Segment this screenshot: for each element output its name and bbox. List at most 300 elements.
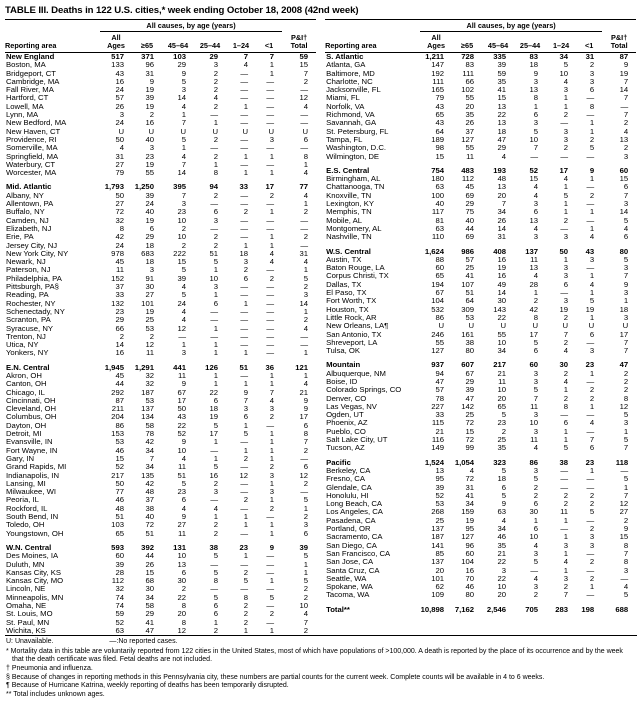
value-cell: — <box>240 119 248 128</box>
value-cell: 91 <box>145 274 154 283</box>
reporting-area-cell: Lowell, MA <box>6 102 44 111</box>
value-cell: — <box>240 504 248 513</box>
value-cell: 47 <box>145 626 154 635</box>
value-cell: 2 <box>533 591 539 600</box>
value-cell: — <box>210 200 218 209</box>
value-cell: 17 <box>209 430 218 439</box>
value-cell: 44 <box>145 552 154 561</box>
city-row <box>325 175 636 183</box>
value-cell: 29 <box>115 316 124 325</box>
value-cell: 5 <box>243 430 248 439</box>
value-cell: 441 <box>173 363 186 372</box>
value-cell: 2 <box>589 491 595 500</box>
city-row <box>5 136 316 144</box>
value-cell: 12 <box>299 94 309 103</box>
value-cell: 5 <box>501 491 507 500</box>
value-cell: 593 <box>111 543 124 552</box>
value-cell: 22 <box>497 313 507 322</box>
value-cell: 7 <box>623 549 629 558</box>
value-cell: 5 <box>623 436 629 445</box>
value-cell: 51 <box>239 363 248 372</box>
city-row <box>5 422 316 430</box>
value-cell: 19 <box>145 160 154 169</box>
value-cell: 4 <box>533 574 539 583</box>
city-row <box>325 331 636 339</box>
value-cell: 25 <box>465 264 475 273</box>
value-cell: 147 <box>431 61 445 70</box>
value-cell: 211 <box>111 405 124 414</box>
value-cell: 2 <box>269 191 275 200</box>
value-cell: 19 <box>559 305 569 314</box>
value-cell: 8 <box>303 152 309 161</box>
value-cell: 50 <box>115 191 124 200</box>
value-cell: U <box>438 322 445 331</box>
value-cell: 2 <box>243 266 248 275</box>
value-cell: 46 <box>497 533 507 542</box>
value-cell: 728 <box>461 52 475 61</box>
value-cell: 64 <box>435 127 445 136</box>
value-cell: — <box>266 585 275 594</box>
value-cell: 153 <box>111 430 124 439</box>
reporting-area-cell: Omaha, NE <box>6 602 47 610</box>
value-cell: 2 <box>303 479 309 488</box>
value-cell: 1 <box>181 341 186 350</box>
reporting-area-cell: Syracuse, NY <box>6 324 53 333</box>
value-cell: — <box>586 111 595 120</box>
reporting-area-cell: Charlotte, NC <box>326 77 373 86</box>
value-cell: — <box>266 324 275 333</box>
reporting-area-cell: Cambridge, MA <box>6 77 60 86</box>
value-cell: 63 <box>497 508 507 517</box>
value-cell: 31 <box>585 52 595 61</box>
value-cell: 60 <box>465 549 475 558</box>
value-cell: 3 <box>589 347 595 356</box>
value-cell: 14 <box>177 94 186 103</box>
value-cell: 187 <box>141 388 154 397</box>
value-cell: 3 <box>563 272 569 281</box>
value-cell: 978 <box>111 249 124 258</box>
value-cell: 18 <box>239 249 248 258</box>
value-cell: 6 <box>533 111 539 120</box>
value-cell: 4 <box>181 102 186 111</box>
value-cell: 5 <box>181 77 186 86</box>
reporting-area-cell: Elizabeth, NJ <box>6 224 52 233</box>
reporting-area-cell: Boston, MA <box>6 61 46 70</box>
value-cell: 1 <box>269 446 275 455</box>
value-cell: 7 <box>623 191 629 200</box>
value-cell: 4 <box>533 191 539 200</box>
value-cell: — <box>266 341 275 350</box>
city-row <box>325 370 636 378</box>
value-cell: 7 <box>563 591 569 600</box>
value-cell: 35 <box>497 77 507 86</box>
value-cell: 30 <box>145 585 154 594</box>
value-cell: 1 <box>243 349 248 358</box>
value-cell: 132 <box>111 299 124 308</box>
value-cell: 86 <box>529 458 539 467</box>
value-cell: 1 <box>563 255 569 264</box>
col-header-1-24: 1–24 <box>546 32 576 53</box>
value-cell: 23 <box>115 307 124 316</box>
value-cell: 6 <box>181 496 186 505</box>
value-cell: 1 <box>623 297 629 306</box>
value-cell: 246 <box>431 330 445 339</box>
value-cell: 16 <box>115 77 124 86</box>
value-cell: 45 <box>465 183 475 192</box>
value-cell: 2 <box>303 513 309 522</box>
value-cell: 11 <box>178 529 186 538</box>
value-cell: 107 <box>461 280 475 289</box>
reporting-area-cell: Cleveland, OH <box>6 405 56 414</box>
value-cell: 4 <box>623 224 629 233</box>
value-cell: 2 <box>563 394 569 403</box>
value-cell: — <box>560 411 569 420</box>
value-cell: 13 <box>177 560 186 569</box>
value-cell: — <box>266 266 275 275</box>
value-cell: 45 <box>115 371 124 380</box>
city-row <box>5 389 316 397</box>
value-cell: 25 <box>465 411 475 420</box>
value-cell: 395 <box>173 183 186 192</box>
city-row <box>325 256 636 264</box>
value-cell: 40 <box>435 200 445 209</box>
value-cell: 11 <box>116 266 124 275</box>
value-cell: 137 <box>141 405 154 414</box>
reporting-area-cell: Pittsburgh, PA§ <box>6 283 59 292</box>
city-row <box>5 275 316 283</box>
value-cell: 143 <box>493 305 507 314</box>
value-cell: 98 <box>435 144 445 153</box>
value-cell: 22 <box>497 574 507 583</box>
city-row <box>325 492 636 500</box>
city-row <box>325 525 636 533</box>
value-cell: 1 <box>269 454 275 463</box>
value-cell: — <box>586 483 595 492</box>
value-cell: — <box>300 341 309 350</box>
value-cell: 4 <box>589 280 595 289</box>
value-cell: 42 <box>145 438 154 447</box>
value-cell: 96 <box>145 61 154 70</box>
value-cell: 43 <box>177 413 186 422</box>
value-cell: 1 <box>563 94 569 103</box>
value-cell: 19 <box>145 307 154 316</box>
value-cell: 48 <box>115 504 124 513</box>
city-row <box>5 200 316 208</box>
value-cell: 46 <box>115 496 124 505</box>
city-row <box>5 78 316 86</box>
city-row <box>5 308 316 316</box>
city-row <box>5 119 316 127</box>
value-cell: 1 <box>563 183 569 192</box>
value-cell: 1 <box>563 427 569 436</box>
city-row <box>325 508 636 516</box>
value-cell: 38 <box>145 504 154 513</box>
value-cell: 3 <box>563 135 569 144</box>
value-cell: — <box>210 496 218 505</box>
value-cell: 1 <box>563 102 569 111</box>
value-cell: 33 <box>435 411 445 420</box>
reporting-area-cell: Camden, NJ <box>6 216 49 225</box>
footnote-legend <box>6 638 636 647</box>
value-cell: 21 <box>497 369 507 378</box>
reporting-area-cell: Salt Lake City, UT <box>326 436 388 445</box>
value-cell: 6 <box>213 208 218 217</box>
value-cell: 2 <box>213 152 218 161</box>
value-cell: 103 <box>111 521 124 530</box>
legend-no-cases: —:No reported cases. <box>109 638 178 646</box>
reporting-area-cell: Rockford, IL <box>6 504 48 513</box>
value-cell: 7 <box>269 52 275 61</box>
value-cell: 3 <box>269 405 275 414</box>
value-cell: 51 <box>177 471 186 480</box>
value-cell: — <box>240 233 248 242</box>
value-cell: 80 <box>619 247 629 256</box>
value-cell: 2 <box>623 119 629 128</box>
value-cell: 4 <box>213 94 218 103</box>
value-cell: 29 <box>145 610 154 619</box>
city-row <box>5 447 316 455</box>
value-cell: 44 <box>115 380 124 389</box>
value-cell: 4 <box>303 102 309 111</box>
reporting-area-cell: Nashville, TN <box>326 233 372 242</box>
value-cell: 17 <box>619 330 629 339</box>
value-cell: 118 <box>615 458 629 467</box>
reporting-area-cell: Tampa, FL <box>326 135 363 144</box>
value-cell: 32 <box>145 380 154 389</box>
value-cell: 103 <box>173 52 186 61</box>
value-cell: 6 <box>303 135 309 144</box>
value-cell: 4 <box>469 466 475 475</box>
value-cell: 323 <box>493 458 507 467</box>
value-cell: 1 <box>563 208 569 217</box>
city-row <box>5 569 316 577</box>
value-cell: 78 <box>145 430 154 439</box>
value-cell: — <box>266 602 275 610</box>
value-cell: 5 <box>213 258 218 267</box>
reporting-area-cell: Yonkers, NY <box>6 349 49 358</box>
reporting-area-cell: Springfield, MA <box>6 152 59 161</box>
city-row <box>325 583 636 591</box>
value-cell: 65 <box>435 111 445 120</box>
value-cell: 392 <box>141 543 154 552</box>
value-cell: 3 <box>563 297 569 306</box>
value-cell: — <box>586 411 595 420</box>
value-cell: 2 <box>303 283 309 292</box>
city-row <box>5 111 316 119</box>
value-cell: 15 <box>177 258 186 267</box>
reporting-area-cell: W.N. Central <box>6 543 52 552</box>
value-cell: 20 <box>497 591 507 600</box>
value-cell: 1 <box>563 566 569 575</box>
reporting-area-cell: El Paso, TX <box>326 289 367 298</box>
value-cell: 94 <box>209 183 218 192</box>
value-cell: 3 <box>533 549 539 558</box>
value-cell: 80 <box>465 591 475 600</box>
value-cell: 26 <box>115 102 124 111</box>
value-cell: 21 <box>299 388 309 397</box>
value-cell: 5 <box>563 61 569 70</box>
city-row <box>5 397 316 405</box>
value-cell: 14 <box>619 208 629 217</box>
value-cell: 12 <box>619 402 629 411</box>
city-row <box>5 291 316 299</box>
value-cell: 1 <box>213 324 218 333</box>
reporting-area-cell: Phoenix, AZ <box>326 419 368 428</box>
value-cell: 12 <box>177 324 186 333</box>
city-row <box>5 505 316 513</box>
value-cell: 34 <box>145 593 154 602</box>
reporting-area-cell: Gary, IN <box>6 454 35 463</box>
value-cell: — <box>210 111 218 120</box>
value-cell: 18 <box>529 61 539 70</box>
value-cell: 5 <box>303 274 309 283</box>
value-cell: 4 <box>533 272 539 281</box>
value-cell: 4 <box>623 127 629 136</box>
value-cell: 7 <box>623 491 629 500</box>
value-cell: 23 <box>585 361 595 370</box>
value-cell: — <box>560 466 569 475</box>
value-cell: 52 <box>177 430 186 439</box>
value-cell: 58 <box>145 421 154 430</box>
value-cell: 180 <box>431 175 445 184</box>
value-cell: 5 <box>303 577 309 586</box>
value-cell: 11 <box>530 402 539 411</box>
value-cell: 65 <box>115 529 124 538</box>
value-cell: 9 <box>501 500 507 509</box>
value-cell: 5 <box>243 577 248 586</box>
value-cell: — <box>586 427 595 436</box>
value-cell: 7 <box>533 394 539 403</box>
value-cell: 11 <box>146 349 154 358</box>
value-cell: 12 <box>177 626 186 635</box>
value-cell: 3 <box>149 266 154 275</box>
reporting-area-cell: Chattanooga, TN <box>326 183 385 192</box>
value-cell: 31 <box>115 152 124 161</box>
value-cell: 41 <box>465 272 475 281</box>
value-cell: 3 <box>181 200 186 209</box>
value-cell: U <box>588 322 595 331</box>
value-cell: 19 <box>619 69 629 78</box>
value-cell: 1 <box>589 127 595 136</box>
value-cell: 2 <box>501 427 507 436</box>
reporting-area-cell: Shreveport, LA <box>326 338 378 347</box>
value-cell: 6 <box>243 274 248 283</box>
value-cell: 8 <box>119 224 124 233</box>
value-cell: 165 <box>431 86 445 95</box>
value-cell: 26 <box>497 216 507 225</box>
value-cell: 3 <box>589 533 595 542</box>
deaths-table <box>5 19 637 636</box>
value-cell: 3 <box>533 411 539 420</box>
value-cell: — <box>266 144 275 153</box>
value-cell: 16 <box>145 119 154 128</box>
value-cell: — <box>300 332 309 341</box>
value-cell: 2 <box>303 446 309 455</box>
value-cell: 1 <box>269 152 275 161</box>
reporting-area-cell: St. Paul, MN <box>6 618 50 627</box>
value-cell: — <box>240 283 248 292</box>
reporting-area-cell: Worcester, MA <box>6 169 57 178</box>
value-cell: 3 <box>623 289 629 298</box>
city-row <box>5 602 316 610</box>
value-cell: 7 <box>623 338 629 347</box>
city-row <box>5 488 316 496</box>
reporting-area-cell: San Diego, CA <box>326 541 377 550</box>
value-cell: U <box>118 127 124 136</box>
value-cell: 7 <box>623 77 629 86</box>
value-cell: 1 <box>243 421 248 430</box>
value-cell: 9 <box>269 543 275 552</box>
value-cell: 5 <box>623 591 629 600</box>
value-cell: 4 <box>213 504 218 513</box>
value-cell: 112 <box>111 577 124 586</box>
value-cell: 3 <box>213 488 218 497</box>
reporting-area-cell: Mobile, AL <box>326 216 362 225</box>
value-cell: 2 <box>563 369 569 378</box>
value-cell: 1 <box>303 349 309 358</box>
reporting-area-cell: San Francisco, CA <box>326 549 391 558</box>
value-cell: 2 <box>563 491 569 500</box>
value-cell: 3 <box>303 291 309 300</box>
value-cell: 57 <box>435 386 445 395</box>
value-cell: 39 <box>435 483 445 492</box>
reporting-area-cell: Pacific <box>326 458 351 467</box>
value-cell: — <box>240 341 248 350</box>
city-row <box>325 591 636 599</box>
value-cell: 16 <box>465 566 475 575</box>
value-cell: 1 <box>589 208 595 217</box>
reporting-area-cell: Utica, NY <box>6 341 39 350</box>
value-cell: 64 <box>465 297 475 306</box>
value-cell: 3 <box>533 369 539 378</box>
city-row <box>5 380 316 388</box>
value-cell: — <box>586 566 595 575</box>
value-cell: 55 <box>465 94 475 103</box>
reporting-area-cell: Rochester, NY <box>6 299 56 308</box>
value-cell: 8 <box>243 593 248 602</box>
city-row <box>325 78 636 86</box>
region-row <box>325 459 636 467</box>
value-cell: 79 <box>435 94 445 103</box>
value-cell: 2 <box>243 602 248 610</box>
value-cell: 2 <box>243 454 248 463</box>
value-cell: 63 <box>435 183 445 192</box>
value-cell: 1 <box>269 529 275 538</box>
value-cell: 4 <box>563 377 569 386</box>
blank-header-cell <box>325 20 420 32</box>
value-cell: 43 <box>435 102 445 111</box>
city-row <box>5 169 316 177</box>
value-cell: 1 <box>213 341 218 350</box>
value-cell: 1 <box>243 552 248 561</box>
city-row <box>5 610 316 618</box>
value-cell: 2 <box>589 191 595 200</box>
city-row <box>5 552 316 560</box>
value-cell: — <box>586 338 595 347</box>
value-cell: 6 <box>623 233 629 242</box>
value-cell: 3 <box>213 61 218 70</box>
city-row <box>325 233 636 241</box>
value-cell: 18 <box>145 241 154 250</box>
value-cell: — <box>266 111 275 120</box>
value-cell: 3 <box>563 574 569 583</box>
city-row <box>5 341 316 349</box>
value-cell: 2 <box>623 369 629 378</box>
city-row <box>5 472 316 480</box>
city-row <box>5 266 316 274</box>
column-header-row <box>5 32 316 53</box>
value-cell: 78 <box>435 394 445 403</box>
